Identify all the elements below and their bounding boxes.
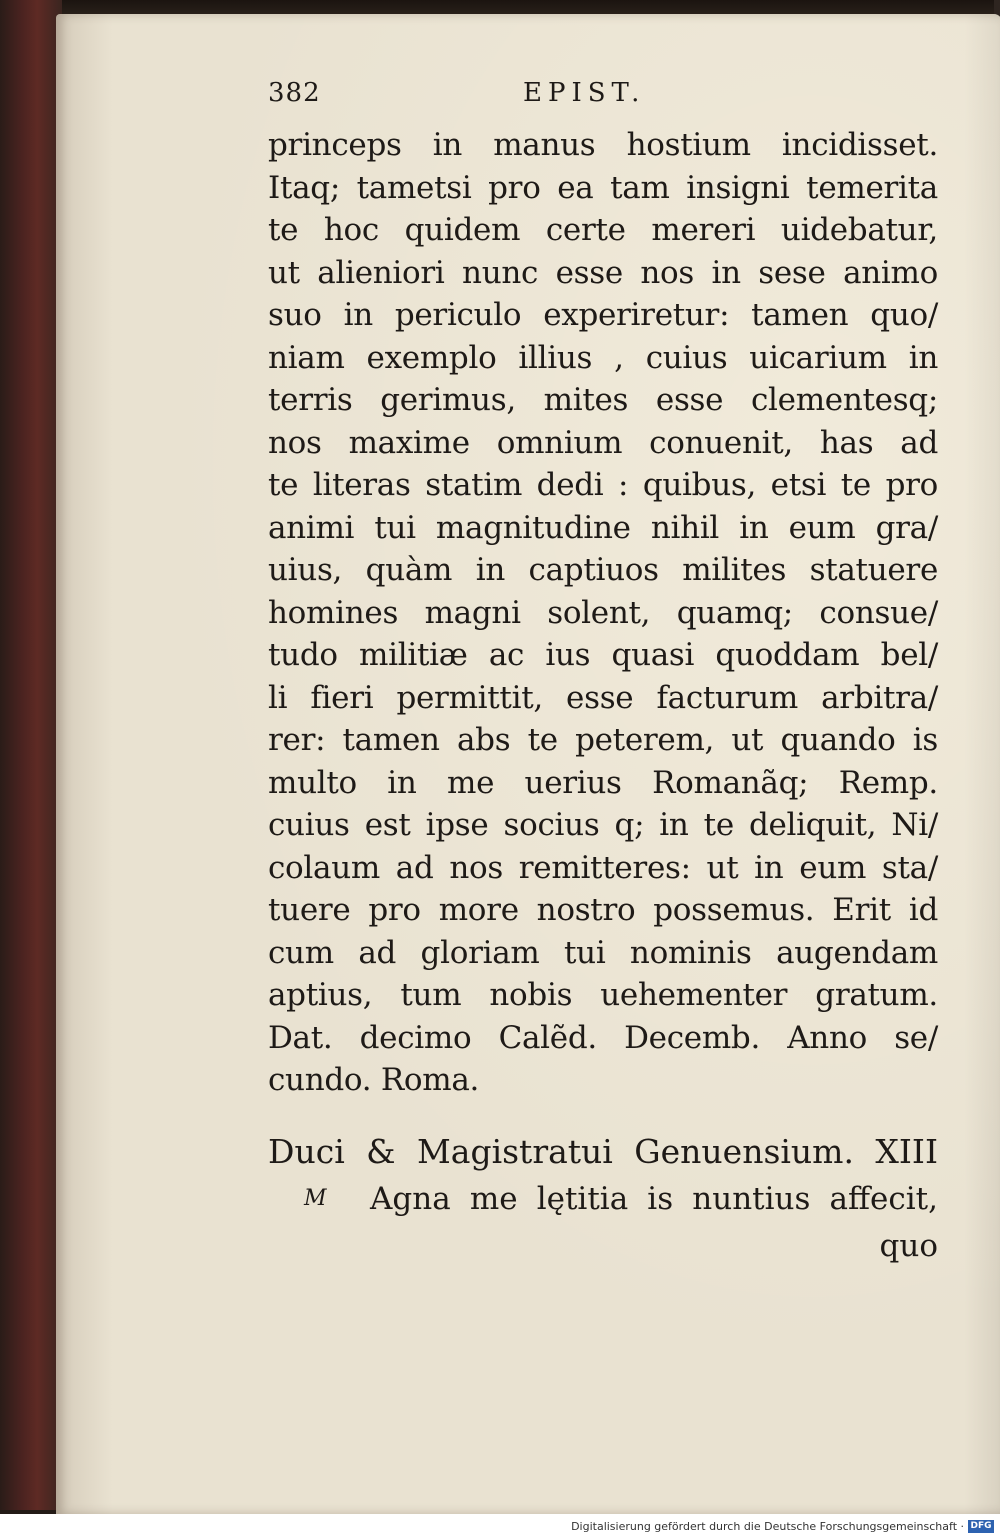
text-line: ut alieniori nunc esse nos in sese animo: [268, 254, 938, 291]
catchword: quo: [879, 1227, 938, 1264]
text-line: Dat. decimo Calẽd. Decemb. Anno se/: [268, 1019, 938, 1056]
opening-text: Agna me lętitia is nuntius affecit,: [370, 1180, 938, 1217]
text-line: te hoc quidem certe mereri uidebatur,: [268, 212, 938, 248]
running-head: [268, 74, 938, 124]
digitization-footer: [0, 1514, 1000, 1540]
text-line: li fieri permittit, esse facturum arbitra/: [268, 679, 938, 716]
text-line: colaum ad nos remitteres: ut in eum sta/: [268, 849, 938, 886]
text-line: te literas statim dedi : quibus, etsi te pro: [268, 467, 938, 503]
body-text: [268, 124, 938, 1102]
text-line: rer: tamen abs te peterem, ut quando is: [268, 722, 938, 758]
printed-text-block: [268, 74, 938, 1270]
book-binding-edge: [0, 0, 62, 1510]
funding-credit: Digitalisierung gefördert durch die Deutsche Forschungsgemeinschaft ·: [571, 1520, 964, 1533]
text-line: nos maxime omnium conuenit, has ad: [268, 424, 938, 461]
dfg-logo: DFG: [968, 1520, 994, 1533]
text-line: terris gerimus, mites esse clementesq;: [268, 382, 938, 418]
text-line: animi tui magnitudine nihil in eum gra/: [268, 509, 938, 546]
initial-letter: M: [304, 1185, 327, 1211]
text-line: suo in periculo experiretur: tamen quo/: [268, 297, 938, 333]
running-title: EPIST.: [523, 78, 646, 108]
text-line: Itaq; tametsi pro ea tam insigni temerita: [268, 169, 938, 206]
text-line: cundo. Roma.: [268, 1062, 480, 1098]
text-line: tuere pro more nostro possemus. Erit id: [268, 892, 938, 928]
text-line: niam exemplo illius , cuius uicarium in: [268, 339, 938, 376]
page-number: 382: [268, 78, 321, 108]
text-line: princeps in manus hostium incidisset.: [268, 127, 938, 163]
text-line: homines magni solent, quamq; consue/: [268, 594, 938, 631]
text-line: tudo militiæ ac ius quasi quoddam bel/: [268, 637, 938, 673]
text-line: cuius est ipse socius q; in te deliquit, Ni/: [268, 807, 938, 843]
text-line: aptius, tum nobis uehementer gratum.: [268, 977, 938, 1013]
text-line: uius, quàm in captiuos milites statuere: [268, 552, 938, 588]
letter-opening-line: [268, 1176, 938, 1222]
letter-heading: Duci & Magistratui Genuensium. XIII: [268, 1131, 938, 1171]
text-line: cum ad gloriam tui nominis augendam: [268, 934, 938, 971]
text-line: multo in me uerius Romanãq; Remp.: [268, 764, 938, 801]
